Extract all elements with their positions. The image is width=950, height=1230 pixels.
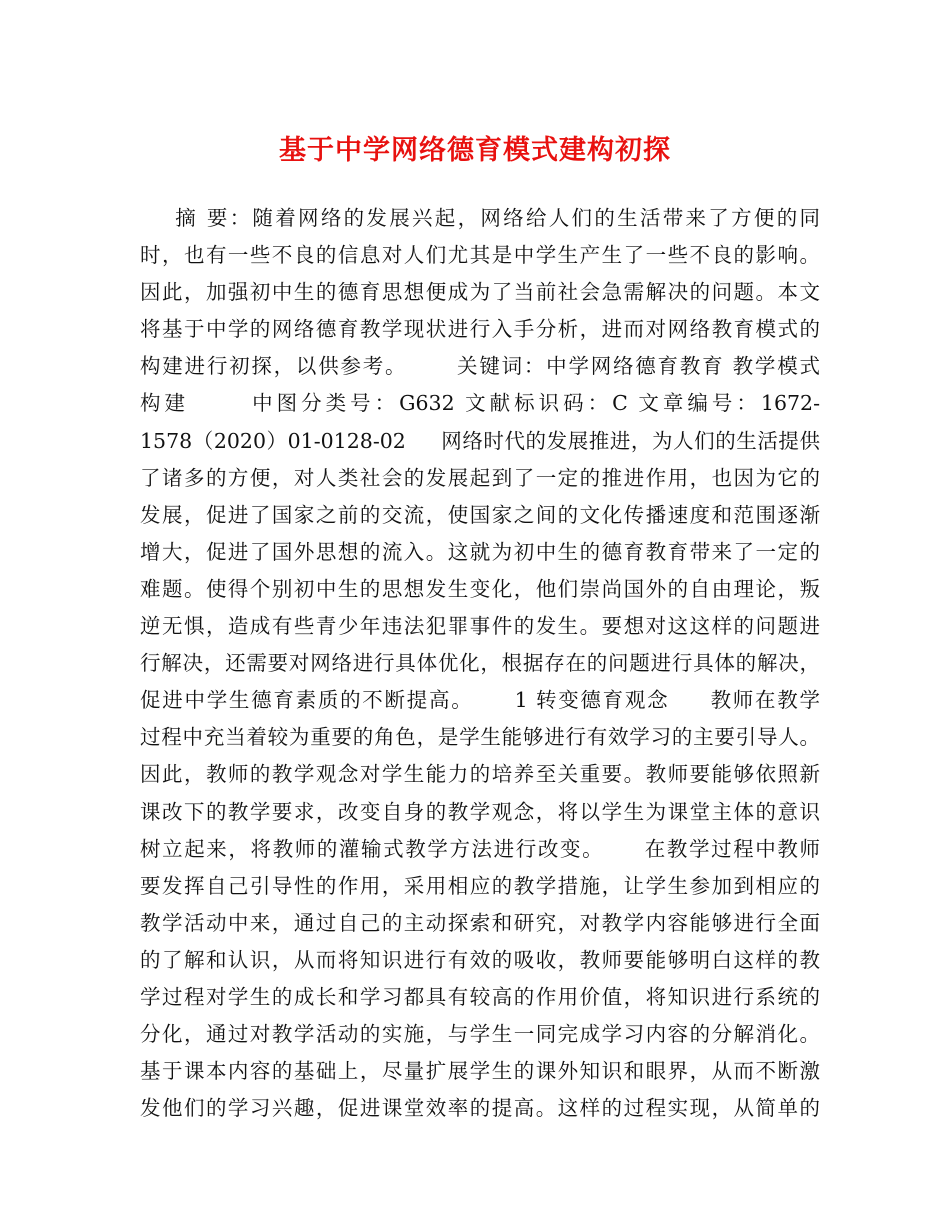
text-line: 树立起来，将教师的灌输式教学方法进行改变。 在教学过程中教师	[140, 836, 820, 861]
text-line: 过程中充当着较为重要的角色，是学生能够进行有效学习的主要引导人。	[140, 725, 820, 750]
text-line: 发展，促进了国家之前的交流，使国家之间的文化传播速度和范围逐渐	[140, 502, 820, 527]
text-line: 1578（2020）01-0128-02 网络时代的发展推进，为人们的生活提供	[140, 428, 820, 453]
text-line: 构建进行初探，以供参考。 关键词：中学网络德育教育 教学模式	[140, 354, 820, 379]
text-line: 难题。使得个别初中生的思想发生变化，他们崇尚国外的自由理论，叛	[140, 576, 820, 601]
text-line: 因此，加强初中生的德育思想便成为了当前社会急需解决的问题。本文	[140, 280, 820, 305]
text-line: 时，也有一些不良的信息对人们尤其是中学生产生了一些不良的影响。	[140, 243, 820, 268]
text-line: 构建 中图分类号：G632 文献标识码：C 文章编号：1672-	[140, 391, 820, 416]
article-body	[140, 200, 820, 1127]
text-line: 了诸多的方便，对人类社会的发展起到了一定的推进作用，也因为它的	[140, 465, 820, 490]
text-line: 逆无惧，造成有些青少年违法犯罪事件的发生。要想对这这样的问题进	[140, 614, 820, 639]
text-line: 因此，教师的教学观念对学生能力的培养至关重要。教师要能够依照新	[140, 762, 820, 787]
document-title: 基于中学网络德育模式建构初探	[279, 135, 671, 166]
text-line: 发他们的学习兴趣，促进课堂效率的提高。这样的过程实现，从简单的	[140, 1096, 820, 1121]
text-line: 促进中学生德育素质的不断提高。 1 转变德育观念 教师在教学	[140, 688, 820, 713]
text-line: 行解决，还需要对网络进行具体优化，根据存在的问题进行具体的解决，	[140, 651, 820, 676]
text-line: 基于课本内容的基础上，尽量扩展学生的课外知识和眼界，从而不断激	[140, 1059, 820, 1084]
text-line: 课改下的教学要求，改变自身的教学观念，将以学生为课堂主体的意识	[140, 799, 820, 824]
text-line: 将基于中学的网络德育教学现状进行入手分析，进而对网络教育模式的	[140, 317, 820, 342]
text-line: 增大，促进了国外思想的流入。这就为初中生的德育教育带来了一定的	[140, 539, 820, 564]
text-line: 分化，通过对教学活动的实施，与学生一同完成学习内容的分解消化。	[140, 1022, 820, 1047]
text-line: 教学活动中来，通过自己的主动探索和研究，对教学内容能够进行全面	[140, 910, 820, 935]
text-line: 要发挥自己引导性的作用，采用相应的教学措施，让学生参加到相应的	[140, 873, 820, 898]
text-line: 学过程对学生的成长和学习都具有较高的作用价值，将知识进行系统的	[140, 984, 820, 1009]
text-line: 的了解和认识，从而将知识进行有效的吸收，教师要能够明白这样的教	[140, 947, 820, 972]
text-line: 摘 要：随着网络的发展兴起，网络给人们的生活带来了方便的同	[140, 206, 820, 230]
